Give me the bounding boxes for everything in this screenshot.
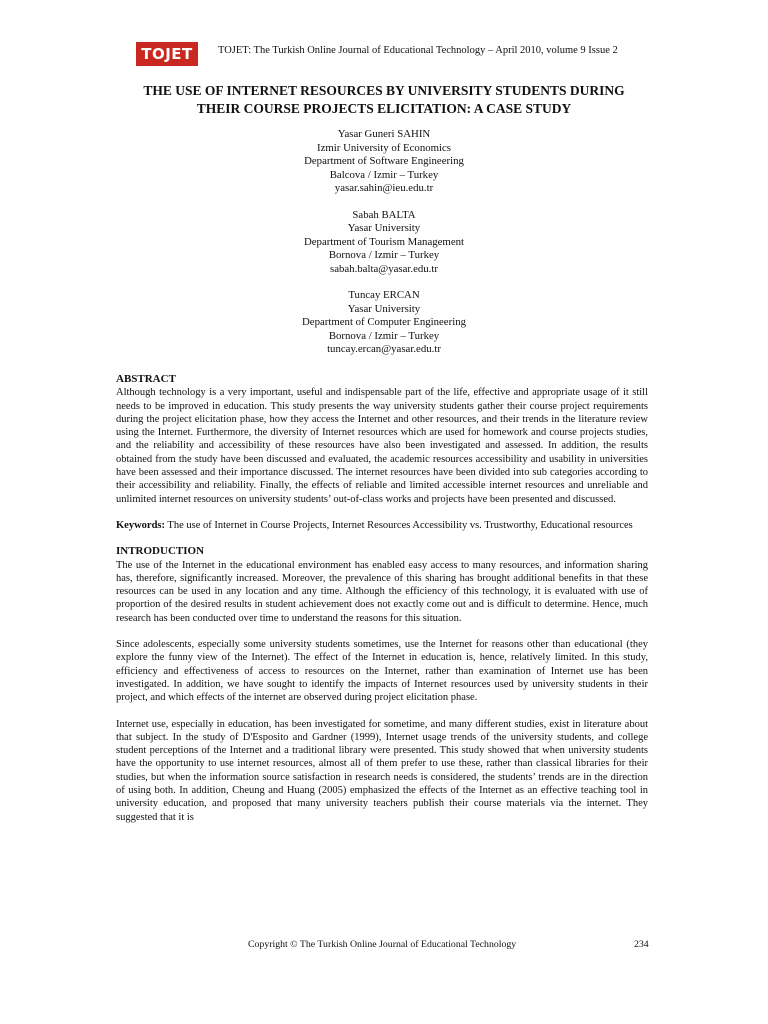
author-name: Sabah BALTA (352, 208, 416, 221)
author-location: Balcova / Izmir – Turkey (329, 168, 439, 181)
author-block (184, 128, 584, 196)
author-affiliation: Izmir University of Economics (316, 141, 452, 154)
title-line-2: THEIR COURSE PROJECTS ELICITATION: A CASE STUDY (196, 101, 572, 116)
author-department: Department of Computer Engineering (301, 316, 466, 328)
paper-body (116, 373, 648, 824)
author-list (184, 128, 584, 370)
footer-copyright: Copyright © The Turkish Online Journal of Educational Technology (248, 939, 517, 950)
intro-paragraph-1: The use of the Internet in the educational environment has enabled easy access to many resources, and information sharing has, therefore, significantly increased. Moreover, the prevalence of this sharing has brought additional benefits in that these resources can be used in any location and any time. Although the efficiency of this technology, it is evaluated with use of proportion of the desired results in student achievement does not exactly come out and is difficult to determine. Hence, much research has been conducted over time to understand the reasons for this situation. (116, 559, 648, 624)
author-department: Department of Software Engineering (304, 155, 464, 167)
author-email[interactable]: sabah.balta@yasar.edu.tr (330, 262, 438, 275)
page-number: 234 (634, 939, 649, 950)
author-location: Bornova / Izmir – Turkey (328, 249, 440, 261)
author-name: Tuncay ERCAN (348, 289, 420, 301)
author-name: Yasar Guneri SAHIN (337, 128, 431, 140)
author-email[interactable]: yasar.sahin@ieu.edu.tr (334, 182, 434, 194)
intro-paragraph-3: Internet use, especially in education, has been investigated for sometime, and many different studies, exist in literature about that subject. In the study of D'Esposito and Gardner (1999), Internet usage trends of the university students, and college student perceptions of the Internet and a traditional library were presented. This study showed that when university students have the opportunity to use internet resources, almost all of them prefer to use these, rather than classical libraries for their studies, but when the information source satisfaction in research needs is considered, the students’ trends are in the direction of using both. In addition, Cheung and Huang (2005) emphasized the effects of the Internet as an effective teaching tool in university education, and proposed that many university teachers publish their course materials via the internet. They suggested that it is (116, 718, 648, 823)
tojet-logo: TOJET (136, 42, 198, 66)
author-block (184, 289, 584, 357)
keywords-text: The use of Internet in Course Projects, Internet Resources Accessibility vs. Trustworthy, Educational resources (165, 519, 633, 531)
keywords-label: Keywords: (116, 519, 165, 531)
title-line-1: THE USE OF INTERNET RESOURCES BY UNIVERSITY STUDENTS DURING (143, 83, 625, 98)
author-location: Bornova / Izmir – Turkey (328, 329, 440, 342)
author-affiliation: Yasar University (347, 302, 421, 315)
intro-paragraph-2: Since adolescents, especially some university students sometimes, use the Internet for reasons other than educational (they explore the funny view of the Internet). The effect of the Internet in education is, hence, relatively limited. In this study, efficiency and effectiveness of access to resources on the Internet, rather than examination of Internet use has been investigated. In addition, we have sought to identify the impacts of Internet resources used by university students in their project, and which effects of the internet are observed during project elicitation phase. (116, 639, 648, 704)
author-block (184, 209, 584, 277)
introduction-heading: INTRODUCTION (116, 545, 205, 558)
journal-header: TOJET: The Turkish Online Journal of Educational Technology – April 2010, volume 9 Issue 2 (218, 45, 618, 56)
author-affiliation: Yasar University (347, 222, 421, 234)
author-department: Department of Tourism Management (303, 235, 465, 248)
abstract-heading: ABSTRACT (116, 373, 176, 385)
paper-title (100, 82, 668, 118)
keywords (116, 519, 648, 532)
abstract-text: Although technology is a very important, useful and indispensable part of the life, effective and appropriate usage of it still needs to be improved in education. This study presents the way university students gather their course project requirements during the project elicitation phase, how they access the Internet and other resources, and their trends in the literature review using the Internet. Furthermore, the diversity of Internet resources which are used for homework and course projects studies, and the reliability and accessibility of these resources have also been investigated and assessed. In addition, the results obtained from the study have been discussed and evaluated, the academic resources accessibility and usability in universities have been assessed and their importance discussed. The internet resources have been divided into sub categories according to their accessibility and reliability. Finally, the effects of reliable and limited accessible internet resources and unreliable and unlimited internet resources on university students’ out-of-class works and projects have been presented and discussed. (116, 387, 648, 505)
author-email[interactable]: tuncay.ercan@yasar.edu.tr (327, 343, 441, 355)
